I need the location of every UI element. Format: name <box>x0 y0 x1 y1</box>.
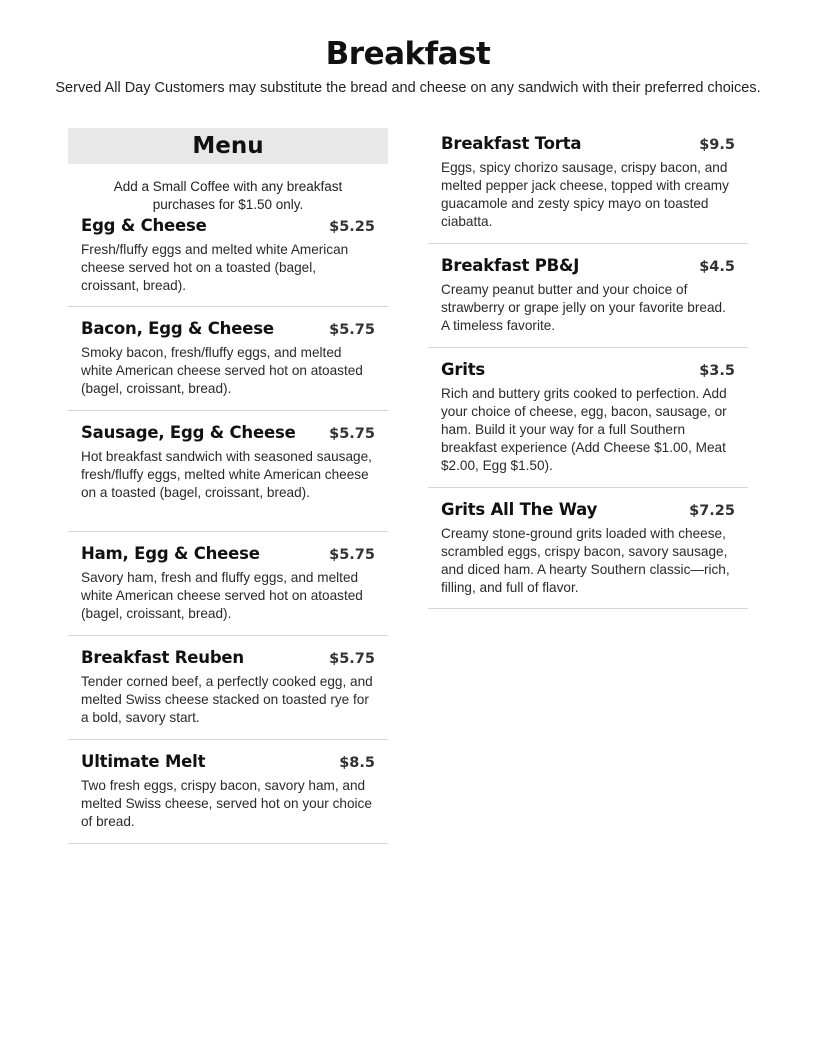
left-column <box>68 128 388 844</box>
item-price: $5.75 <box>329 651 375 667</box>
menu-item-breakfast-torta <box>428 128 748 244</box>
item-description: Eggs, spicy chorizo sausage, crispy bacon, and melted pepper jack cheese, topped with creamy guacamole and zesty spicy mayo on toasted ciabatta. <box>441 160 729 229</box>
item-description: Savory ham, fresh and fluffy eggs, and melted white American cheese served hot on atoasted (bagel, croissant, bread). <box>81 570 363 621</box>
menu-item-bacon-egg-cheese <box>68 307 388 411</box>
menu-item-sausage-egg-cheese <box>68 411 388 532</box>
item-description: Fresh/fluffy eggs and melted white American cheese served hot on a toasted (bagel, croissant, bread). <box>81 242 349 293</box>
item-name: Bacon, Egg & Cheese <box>81 319 274 338</box>
item-name: Ultimate Melt <box>81 752 206 771</box>
item-price: $3.5 <box>699 363 735 379</box>
item-name: Breakfast PB&J <box>441 256 580 275</box>
item-description: Creamy peanut butter and your choice of strawberry or grape jelly on your favorite bread. A timeless favorite. <box>441 282 726 333</box>
menu-item-grits-all-the-way <box>428 488 748 609</box>
menu-item-ultimate-melt <box>68 740 388 844</box>
coffee-promo: Add a Small Coffee with any breakfast purchases for $1.50 only. <box>113 179 343 212</box>
page-title: Breakfast <box>325 36 491 72</box>
menu-heading: Menu <box>68 128 388 164</box>
menu-item-grits <box>428 348 748 488</box>
item-price: $8.5 <box>339 755 375 771</box>
item-price: $9.5 <box>699 137 735 153</box>
item-name: Grits All The Way <box>441 500 598 519</box>
item-description: Hot breakfast sandwich with seasoned sausage, fresh/fluffy eggs, melted white American cheese on a toasted (bagel, croissant, bread). <box>81 449 372 500</box>
item-name: Grits <box>441 360 486 379</box>
item-name: Egg & Cheese <box>81 216 207 235</box>
menu-item-ham-egg-cheese <box>68 532 388 636</box>
page-subtitle: Served All Day Customers may substitute the bread and cheese on any sandwich with their preferred choices. <box>55 80 761 96</box>
item-name: Breakfast Torta <box>441 134 582 153</box>
item-description: Rich and buttery grits cooked to perfection. Add your choice of cheese, egg, bacon, sausage, or ham. Build it your way for a full Southern breakfast experience (Add Cheese $1.00, Meat $2.00, Egg $1.50). <box>441 386 727 473</box>
item-price: $5.75 <box>329 426 375 442</box>
right-column <box>428 128 748 609</box>
item-price: $5.75 <box>329 547 375 563</box>
item-description: Tender corned beef, a perfectly cooked egg, and melted Swiss cheese stacked on toasted rye for a bold, savory start. <box>81 674 373 725</box>
item-price: $7.25 <box>689 503 735 519</box>
menu-item-breakfast-pbj <box>428 244 748 348</box>
item-description: Creamy stone-ground grits loaded with cheese, scrambled eggs, crispy bacon, savory sausage, and diced ham. A hearty Southern classic—rich, filling, and full of flavor. <box>441 526 730 595</box>
item-price: $5.75 <box>329 322 375 338</box>
item-price: $4.5 <box>699 259 735 275</box>
menu-item-breakfast-reuben <box>68 636 388 740</box>
item-name: Breakfast Reuben <box>81 648 244 667</box>
menu-item-egg-cheese <box>68 216 388 307</box>
item-description: Two fresh eggs, crispy bacon, savory ham, and melted Swiss cheese, served hot on your choice of bread. <box>81 778 372 829</box>
item-description: Smoky bacon, fresh/fluffy eggs, and melted white American cheese served hot on atoasted (bagel, croissant, bread). <box>81 345 363 396</box>
item-price: $5.25 <box>329 219 375 235</box>
item-name: Ham, Egg & Cheese <box>81 544 260 563</box>
item-name: Sausage, Egg & Cheese <box>81 423 296 442</box>
